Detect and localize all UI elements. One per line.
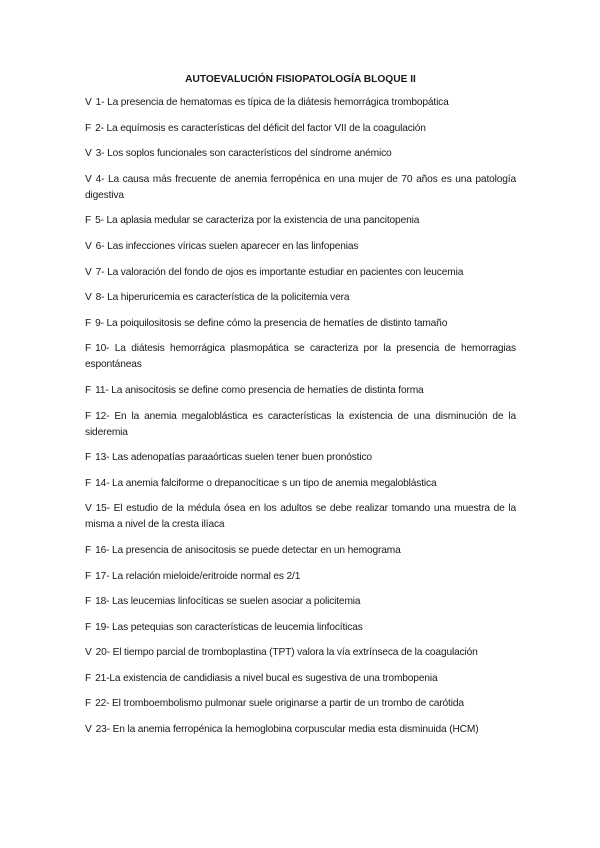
question-item	[85, 476, 516, 492]
question-text: 16- La presencia de anisocitosis se puede detectar en un hemograma	[95, 544, 401, 556]
answer-label: F	[85, 215, 92, 227]
question-item	[85, 121, 516, 137]
question-item	[85, 696, 516, 712]
question-text: 7- La valoración del fondo de ojos es importante estudiar en pacientes con leucemia	[95, 266, 464, 278]
question-item	[85, 620, 516, 636]
question-item	[85, 501, 516, 533]
answer-label: F	[85, 698, 92, 710]
answer-label: F	[85, 672, 92, 684]
question-text: 18- Las leucemias linfocíticas se suelen asociar a policitemia	[95, 596, 361, 608]
question-item	[85, 341, 516, 373]
question-text: 5- La aplasia medular se caracteriza por la existencia de una pancitopenia	[95, 215, 420, 227]
question-item	[85, 172, 516, 204]
answer-label: F	[85, 596, 92, 608]
question-text: 22- El tromboembolismo pulmonar suele originarse a partir de un trombo de carótida	[95, 698, 464, 710]
question-text: 9- La poiquilositosis se define cómo la presencia de hematíes de distinto tamaño	[95, 317, 448, 329]
question-item	[85, 594, 516, 610]
answer-label: V	[85, 97, 92, 108]
question-item	[85, 569, 516, 585]
question-item	[85, 239, 516, 255]
question-text: 14- La anemia falciforme o drepanocíticae s un tipo de anemia megaloblástica	[95, 477, 437, 489]
question-text: 21-La existencia de candidiasis a nivel bucal es sugestiva de una trombopenia	[95, 672, 438, 684]
answer-label: V	[85, 148, 92, 160]
question-text: 4- La causa más frecuente de anemia ferropénica en una mujer de 70 años es una patología digestiva	[85, 173, 516, 201]
question-item	[85, 213, 516, 229]
answer-label: F	[85, 452, 92, 464]
document-title: AUTOEVALUCIÓN FISIOPATOLOGÍA BLOQUE II	[185, 74, 416, 85]
answer-label: F	[85, 477, 92, 489]
answer-label: F	[85, 544, 92, 556]
answer-label: V	[85, 724, 92, 736]
question-text: 11- La anisocitosis se define como presencia de hematíes de distinta forma	[95, 384, 424, 396]
answer-label: V	[85, 173, 92, 185]
question-item	[85, 645, 516, 661]
question-item	[85, 450, 516, 466]
question-item	[85, 265, 516, 281]
answer-label: F	[85, 410, 92, 422]
question-item	[85, 146, 516, 162]
question-text: 13- Las adenopatías paraaórticas suelen tener buen pronóstico	[95, 452, 372, 464]
question-text: 15- El estudio de la médula ósea en los adultos se debe realizar tomando una muestra de la misma a nivel de la cresta ilíaca	[85, 503, 516, 531]
question-text: 19- Las petequias son características de leucemia linfocíticas	[95, 621, 363, 633]
question-item	[85, 383, 516, 399]
question-item	[85, 409, 516, 441]
answer-label: V	[85, 647, 92, 659]
answer-label: F	[85, 621, 92, 633]
question-text: 12- En la anemia megaloblástica es características la existencia de una disminución de la sideremia	[85, 410, 516, 438]
question-text: 23- En la anemia ferropénica la hemoglobina corpuscular media esta disminuida (HCM)	[95, 724, 479, 736]
question-text: 1- La presencia de hematomas es típica de la diátesis hemorrágica trombopática	[95, 97, 449, 108]
answer-label: F	[85, 317, 92, 329]
answer-label: F	[85, 122, 92, 134]
answer-label: V	[85, 292, 92, 304]
question-item	[85, 95, 516, 111]
question-item	[85, 722, 516, 738]
question-text: 20- El tiempo parcial de tromboplastina (TPT) valora la vía extrínseca de la coagulación	[95, 647, 478, 659]
question-text: 3- Los soplos funcionales son característicos del síndrome anémico	[95, 148, 392, 160]
question-item	[85, 671, 516, 687]
question-item	[85, 543, 516, 559]
document-page	[85, 72, 516, 748]
answer-label: V	[85, 503, 92, 515]
question-text: 17- La relación mieloide/eritroide normal es 2/1	[95, 570, 301, 582]
question-text: 2- La equímosis es características del déficit del factor VII de la coagulación	[95, 122, 426, 134]
question-text: 6- Las infecciones víricas suelen aparecer en las linfopenias	[95, 240, 359, 252]
answer-label: F	[85, 570, 92, 582]
answer-label: F	[85, 343, 92, 355]
answer-label: F	[85, 384, 92, 396]
answer-label: V	[85, 266, 92, 278]
question-item	[85, 290, 516, 306]
question-text: 10- La diátesis hemorrágica plasmopática se caracteriza por la presencia de hemorragias espontáneas	[85, 343, 516, 371]
question-item	[85, 316, 516, 332]
question-text: 8- La hiperuricemia es característica de la policitemia vera	[95, 292, 350, 304]
answer-label: V	[85, 240, 92, 252]
